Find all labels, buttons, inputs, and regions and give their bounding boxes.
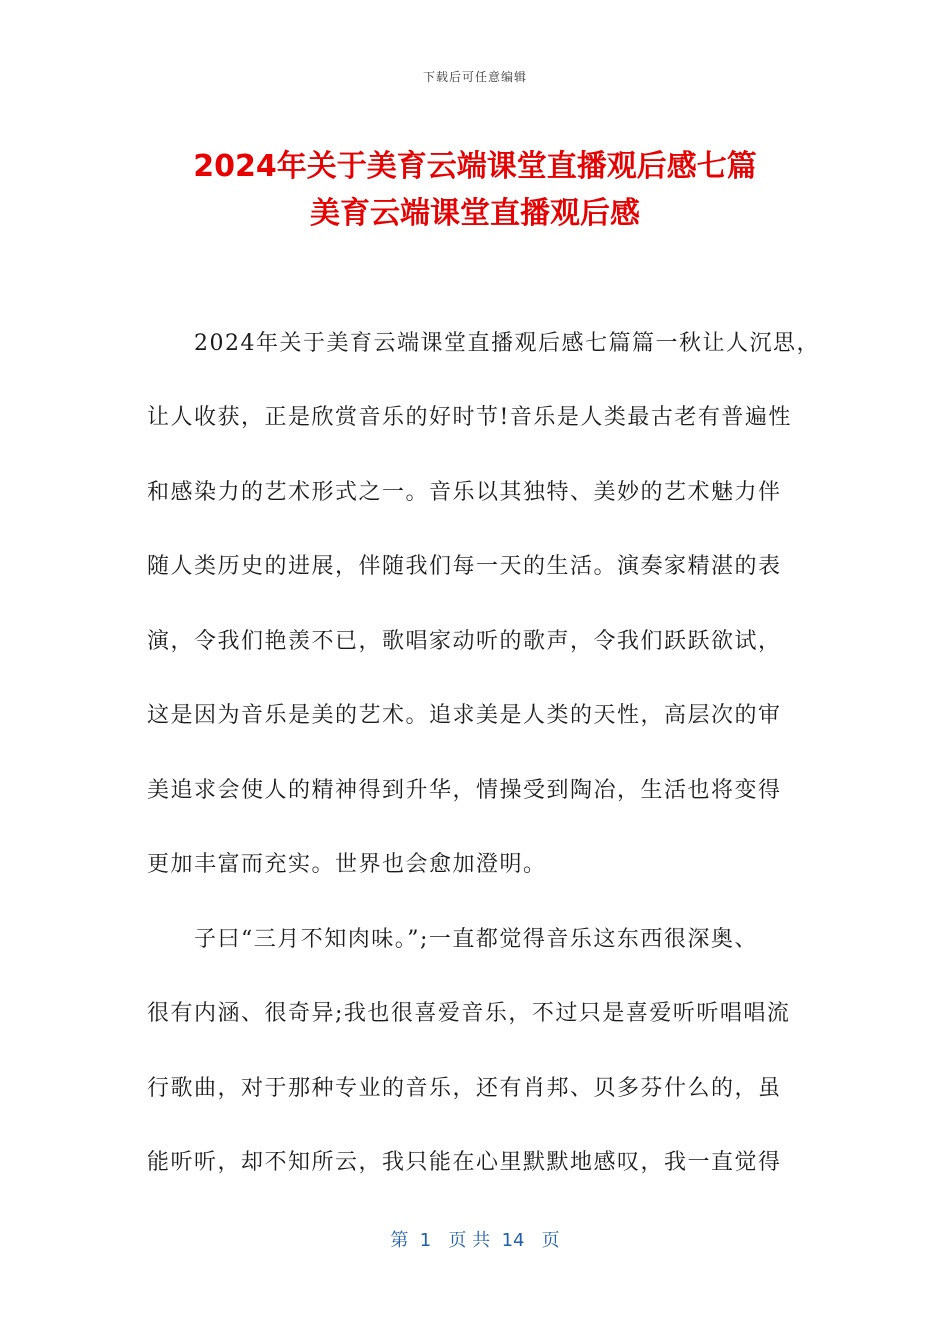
body-line: 美追求会使人的精神得到升华，情操受到陶冶，生活也将变得 bbox=[147, 778, 782, 803]
body-line: 子曰“三月不知肉味。”;一直都觉得音乐这东西很深奥、 bbox=[147, 927, 758, 952]
page-number-footer: 第 1 页 共 14 页 bbox=[390, 1230, 560, 1251]
body-line: 演，令我们艳羡不已，歌唱家动听的歌声，令我们跃跃欲试， bbox=[147, 629, 782, 654]
document-title-line-2: 美育云端课堂直播观后感 bbox=[310, 196, 640, 231]
body-line: 行歌曲，对于那种专业的音乐，还有肖邦、贝多芬什么的，虽 bbox=[147, 1076, 782, 1101]
body-line: 让人收获，正是欣赏音乐的好时节!音乐是人类最古老有普遍性 bbox=[147, 405, 792, 430]
body-line: 和感染力的艺术形式之一。音乐以其独特、美妙的艺术魅力伴 bbox=[147, 480, 782, 505]
header-note: 下载后可任意编辑 bbox=[422, 70, 527, 84]
document-title-line-1: 2024年关于美育云端课堂直播观后感七篇 bbox=[193, 149, 757, 184]
body-line: 2024年关于美育云端课堂直播观后感七篇篇一秋让人沉思， bbox=[147, 331, 820, 356]
body-line: 很有内涵、很奇异;我也很喜爱音乐，不过只是喜爱听听唱唱流 bbox=[147, 1001, 791, 1026]
body-line: 更加丰富而充实。世界也会愈加澄明。 bbox=[147, 852, 547, 877]
body-line: 随人类历史的进展，伴随我们每一天的生活。演奏家精湛的表 bbox=[147, 554, 782, 579]
body-line: 这是因为音乐是美的艺术。追求美是人类的天性，高层次的审 bbox=[147, 703, 782, 728]
body-line: 能听听，却不知所云，我只能在心里默默地感叹，我一直觉得 bbox=[147, 1150, 782, 1175]
